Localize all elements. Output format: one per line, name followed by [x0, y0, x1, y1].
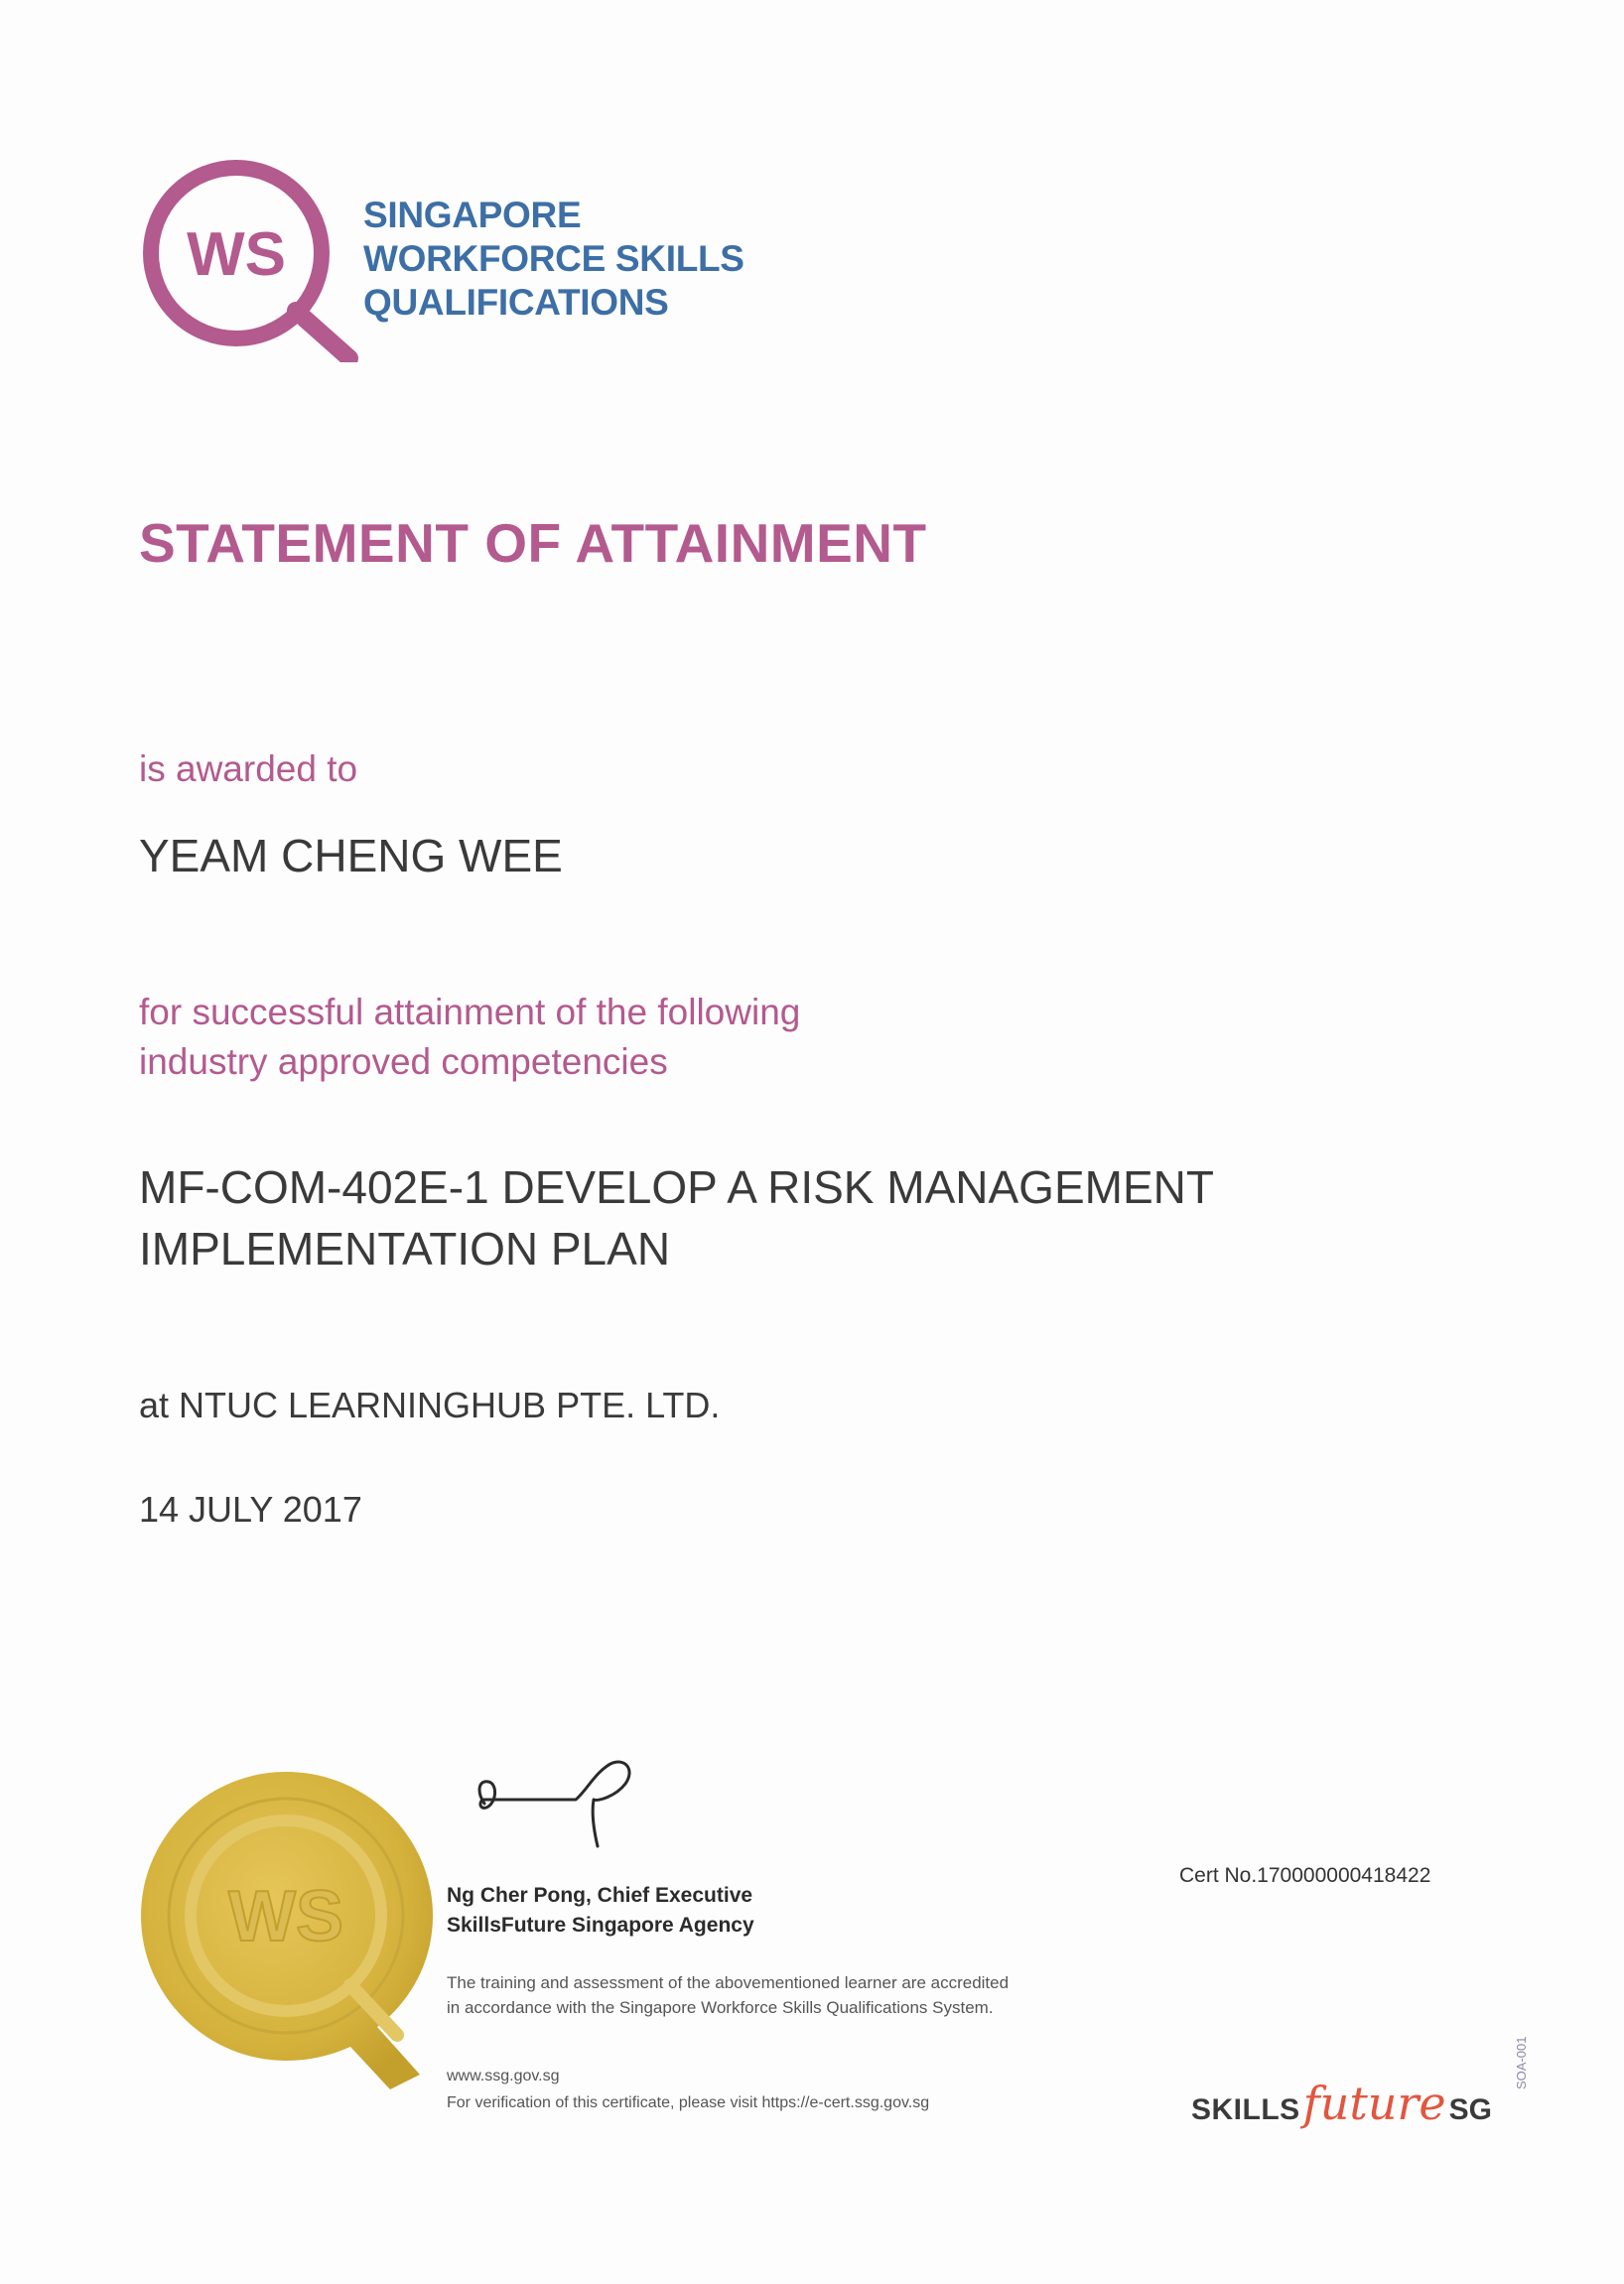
accreditation-note [447, 1970, 1009, 2020]
skillsfuture-logo [1191, 2077, 1492, 2130]
award-date: 14 JULY 2017 [139, 1489, 362, 1530]
skillsfuture-logo-future: future [1302, 2077, 1446, 2130]
course-title [139, 1156, 1214, 1279]
attainment-text-line1: for successful attainment of the following [139, 992, 801, 1032]
seal-text: WS [228, 1877, 343, 1956]
gold-seal-icon [137, 1767, 474, 2094]
document-title: STATEMENT OF ATTAINMENT [139, 512, 927, 574]
verification-note: For verification of this certificate, please visit https://e-cert.ssg.gov.sg [447, 2094, 930, 2111]
awarded-to-label: is awarded to [139, 748, 358, 789]
course-title-line1: MF-COM-402E-1 DEVELOP A RISK MANAGEMENT [139, 1161, 1214, 1213]
signatory-agency: SkillsFuture Singapore Agency [447, 1914, 754, 1937]
org-name-line2: WORKFORCE SKILLS [363, 238, 744, 279]
org-name [363, 194, 744, 325]
course-title-line2: IMPLEMENTATION PLAN [139, 1223, 671, 1275]
accreditation-line2: in accordance with the Singapore Workforce Skills Qualifications System. [447, 1998, 994, 2017]
org-name-line3: QUALIFICATIONS [363, 282, 669, 323]
signature-icon [467, 1742, 655, 1851]
signatory-name: Ng Cher Pong, Chief Executive [447, 1884, 753, 1907]
accreditation-line1: The training and assessment of the abovementioned learner are accredited [447, 1973, 1010, 1992]
certificate-number: Cert No.170000000418422 [1179, 1864, 1431, 1887]
form-code: SOA-001 [1514, 2036, 1529, 2089]
skillsfuture-logo-skills: SKILLS [1191, 2093, 1300, 2126]
org-name-line1: SINGAPORE [363, 195, 582, 235]
attainment-text-line2: industry approved competencies [139, 1041, 668, 1082]
recipient-name: YEAM CHENG WEE [139, 830, 563, 881]
svg-text:WS: WS [187, 220, 286, 289]
skillsfuture-logo-sg: SG [1448, 2093, 1493, 2126]
training-provider: at NTUC LEARNINGHUB PTE. LTD. [139, 1385, 721, 1425]
wsq-logo-icon [137, 154, 365, 362]
website-url: www.ssg.gov.sg [447, 2068, 560, 2084]
